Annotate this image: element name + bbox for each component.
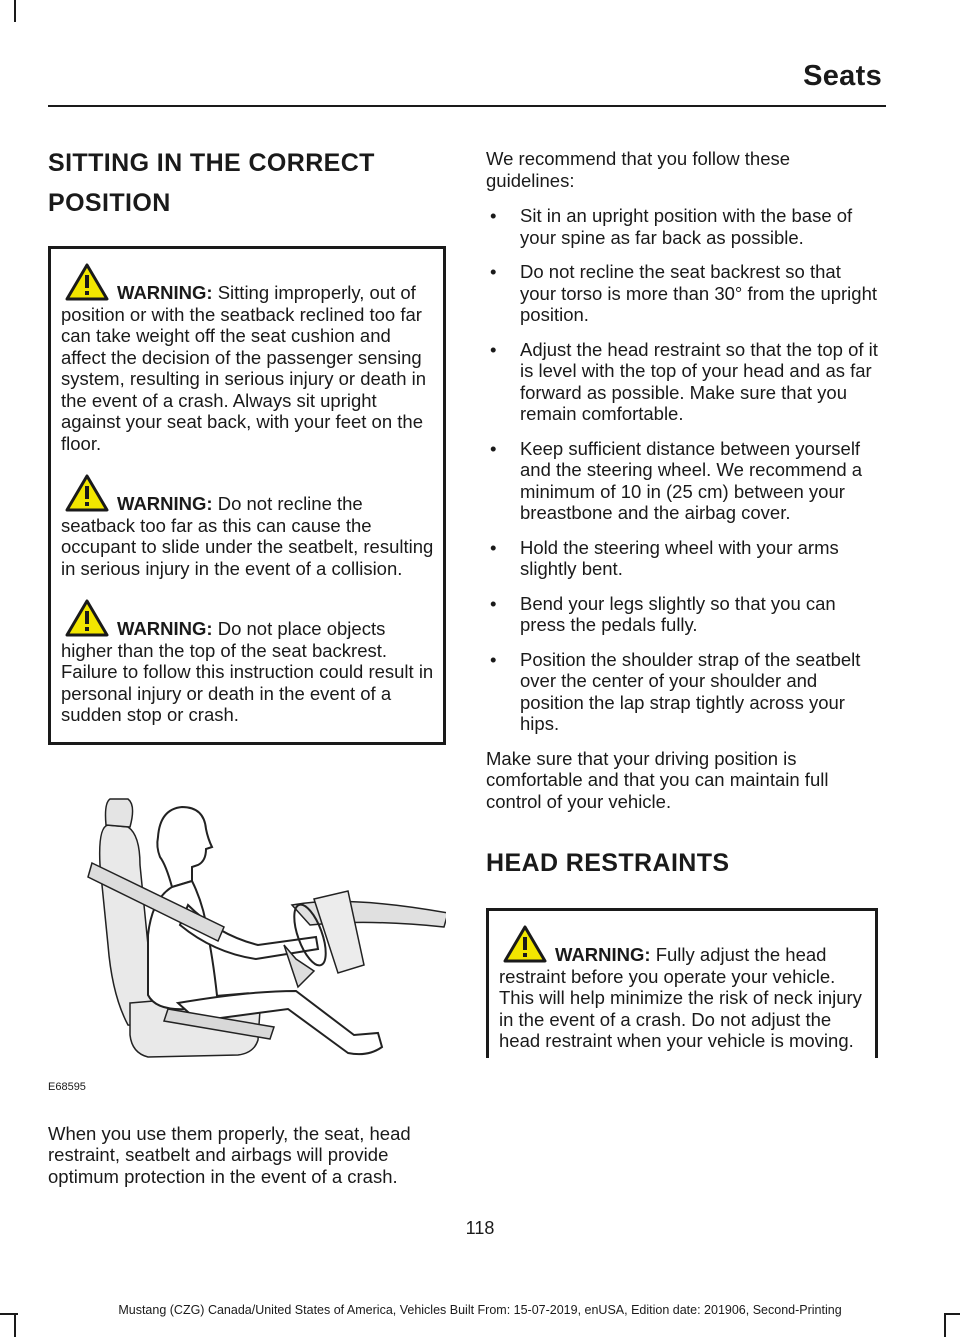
list-item: • Bend your legs slightly so that you can press the pedals fully. — [486, 593, 880, 636]
closing-paragraph: Make sure that your driving position is comfortable and that you can maintain full control of your vehicle. — [486, 747, 829, 812]
warning-box — [486, 908, 878, 1058]
warning-box — [48, 246, 446, 745]
warning-label: WARNING: — [117, 493, 213, 514]
list-item: • Position the shoulder strap of the seatbelt over the center of your shoulder and position the lap strap tightly across your hips. — [486, 649, 880, 735]
list-item: • Do not recline the seat backrest so that your torso is more than 30° from the upright position. — [486, 261, 880, 326]
warning-text: Do not recline the seatback too far as this can cause the occupant to slide under the seatbelt, resulting in serious injury in the event of a collision. — [61, 493, 434, 579]
warning-label: WARNING: — [555, 944, 651, 965]
warning-text: Fully adjust the head restraint before you operate your vehicle. This will help minimize the risk of neck injury in the event of a crash. Do not adjust the head restraint when your vehicle is moving. — [499, 944, 862, 1051]
list-item: • Adjust the head restraint so that the top of it is level with the top of your head and as far forward as possible. Make sure that you remain comfortable. — [486, 339, 880, 425]
guidelines-list — [486, 205, 880, 735]
footer-text: Mustang (CZG) Canada/United States of America, Vehicles Built From: 15-07-2019, enUSA, Edition date: 201906, Second-Printing — [118, 1303, 842, 1317]
list-item: • Sit in an upright position with the base of your spine as far back as possible. — [486, 205, 880, 248]
header-divider — [48, 105, 886, 107]
warning-triangle-icon — [503, 925, 547, 963]
section-heading: HEAD RESTRAINTS — [486, 849, 730, 877]
section-title: Seats — [803, 60, 882, 92]
warning-item — [499, 925, 869, 1052]
body-paragraph: When you use them properly, the seat, head restraint, seatbelt and airbags will provide optimum protection in the event of a crash. — [48, 1122, 411, 1187]
intro-paragraph: We recommend that you follow these guidelines: — [486, 148, 791, 191]
page-number: 118 — [465, 1218, 495, 1238]
warning-triangle-icon — [65, 263, 109, 301]
list-item: • Keep sufficient distance between yourself and the steering wheel. We recommend a minimum of 10 in (25 cm) between your breastbone and the airbag cover. — [486, 438, 880, 524]
warning-text: Sitting improperly, out of position or with the seatback reclined too far can take weight off the seat cushion and affect the decision of the passenger sensing system, resulting in serious injury or death in the event of a crash. Always sit upright against your seat back, with your feet on the floor. — [61, 282, 427, 454]
section-heading — [48, 146, 446, 220]
seated-driver-drawing — [48, 795, 446, 1085]
right-column — [486, 140, 880, 1058]
warning-item — [61, 263, 437, 454]
crop-mark — [14, 0, 16, 22]
figure-id: E68595 — [48, 1080, 86, 1093]
seating-position-illustration — [48, 795, 446, 1095]
warning-item — [61, 474, 437, 579]
left-column — [48, 140, 446, 1187]
warning-triangle-icon — [65, 599, 109, 637]
list-item: • Hold the steering wheel with your arms slightly bent. — [486, 537, 880, 580]
warning-text: Do not place objects higher than the top of the seat backrest. Failure to follow this instruction could result in personal injury or death in the event of a sudden stop or crash. — [61, 618, 434, 725]
heading-line: SITTING IN THE CORRECT — [48, 149, 375, 177]
warning-label: WARNING: — [117, 618, 213, 639]
heading-line: POSITION — [48, 189, 171, 217]
warning-label: WARNING: — [117, 282, 213, 303]
warning-item — [61, 599, 437, 726]
warning-triangle-icon — [65, 474, 109, 512]
